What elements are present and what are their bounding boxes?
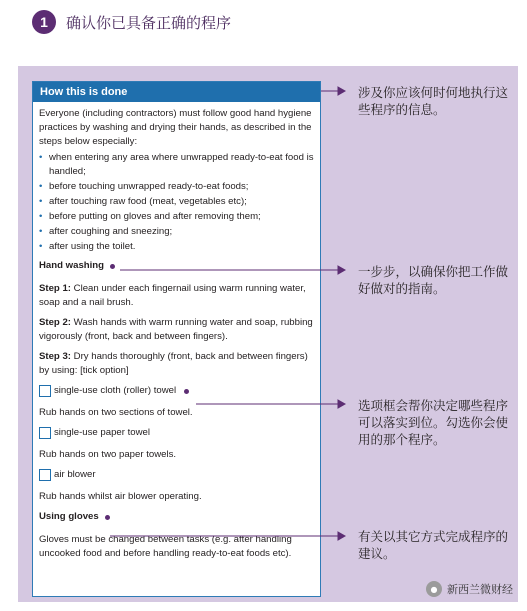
option-paper-towel[interactable]: single-use paper towel <box>39 426 314 440</box>
list-item: • when entering any area where unwrapped ready-to-eat food is handled; <box>39 151 314 179</box>
step-2: Step 2: Wash hands with warm running water and soap, rubbing vigorously (front, back and between fingers). <box>39 317 313 342</box>
footer-label: 新西兰微财经 <box>447 583 513 596</box>
footer-watermark <box>426 581 513 597</box>
list-item: • before putting on gloves and after removing them; <box>39 210 314 224</box>
annotation-when-where: 涉及你应该何时何地执行这些程序的信息。 <box>358 85 509 117</box>
option-air-blower[interactable]: air blower <box>39 468 314 482</box>
step-1: Step 1: Clean under each fingernail using warm running water, soap and a nail brush. <box>39 283 306 308</box>
arrow-icon <box>338 266 345 274</box>
arrow-icon <box>338 532 345 540</box>
using-gloves-heading: Using gloves <box>39 510 314 524</box>
arrow-icon <box>338 400 345 408</box>
option-instruction: Rub hands on two sections of towel. <box>39 407 193 418</box>
header-title: 确认你已具备正确的程序 <box>66 13 232 32</box>
gloves-text: Gloves must be changed between tasks (e.g. after handling uncooked food and before handling ready-to-eat foods etc). <box>39 534 292 559</box>
annotation-alternatives: 有关以其它方式完成程序的建议。 <box>358 529 509 561</box>
step-3: Step 3: Dry hands thoroughly (front, back and between fingers) by using: [tick option] <box>39 351 308 376</box>
list-item: • before touching unwrapped ready-to-eat foods; <box>39 180 314 194</box>
annotation-option-boxes: 选项框会帮你决定哪些程序可以落实到位。勾选你会使用的那个程序。 <box>358 398 509 447</box>
option-instruction: Rub hands whilst air blower operating. <box>39 491 202 502</box>
option-instruction: Rub hands on two paper towels. <box>39 449 177 460</box>
arrow-icon <box>338 87 345 95</box>
list-item: • after using the toilet. <box>39 240 314 254</box>
hand-washing-heading: Hand washing <box>39 259 314 273</box>
annotation-step-by-step: 一步步，以确保你把工作做好做对的指南。 <box>358 264 509 296</box>
list-item: • after coughing and sneezing; <box>39 225 314 239</box>
card-title: How this is done <box>33 82 320 102</box>
list-item: • after touching raw food (meat, vegetables etc); <box>39 195 314 209</box>
wechat-icon: ● <box>426 581 442 597</box>
step-number-badge: 1 <box>32 10 56 34</box>
option-cloth-towel[interactable]: single-use cloth (roller) towel <box>39 384 314 398</box>
intro-text: Everyone (including contractors) must follow good hand hygiene practices by washing and drying their hands, as described in the steps below especially: <box>39 108 312 147</box>
